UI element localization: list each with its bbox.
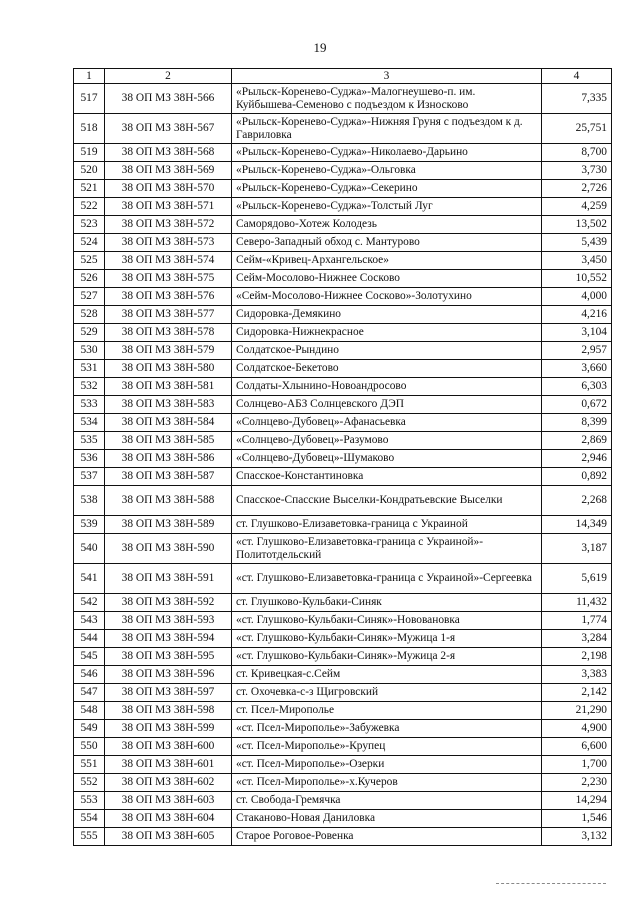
table-row <box>74 810 612 828</box>
road-code-cell: 38 ОП МЗ 38Н-601 <box>105 756 232 774</box>
table-row <box>74 198 612 216</box>
table-row <box>74 252 612 270</box>
table-row <box>74 756 612 774</box>
column-header-name: 3 <box>232 69 542 84</box>
road-name-cell: «Сейм-Мосолово-Нижнее Сосково»-Золотухино <box>232 288 542 306</box>
road-length-cell: 6,600 <box>542 738 612 756</box>
road-code-cell: 38 ОП МЗ 38Н-585 <box>105 432 232 450</box>
table-row <box>74 828 612 846</box>
road-code-cell: 38 ОП МЗ 38Н-605 <box>105 828 232 846</box>
road-code-cell: 38 ОП МЗ 38Н-595 <box>105 648 232 666</box>
road-length-cell: 3,383 <box>542 666 612 684</box>
road-name-cell: «Солнцево-Дубовец»-Шумаково <box>232 450 542 468</box>
row-number-cell: 542 <box>74 594 105 612</box>
table-row <box>74 612 612 630</box>
road-code-cell: 38 ОП МЗ 38Н-586 <box>105 450 232 468</box>
roads-table <box>73 68 612 846</box>
table-row <box>74 450 612 468</box>
table-row <box>74 648 612 666</box>
table-row <box>74 468 612 486</box>
road-name-cell: «ст. Псел-Мирополье»-Крупец <box>232 738 542 756</box>
column-header-length: 4 <box>542 69 612 84</box>
road-length-cell: 4,900 <box>542 720 612 738</box>
road-length-cell: 2,957 <box>542 342 612 360</box>
row-number-cell: 554 <box>74 810 105 828</box>
row-number-cell: 535 <box>74 432 105 450</box>
road-length-cell: 0,672 <box>542 396 612 414</box>
row-number-cell: 539 <box>74 516 105 534</box>
road-length-cell: 2,198 <box>542 648 612 666</box>
row-number-cell: 544 <box>74 630 105 648</box>
road-length-cell: 8,399 <box>542 414 612 432</box>
road-name-cell: «ст. Псел-Мирополье»-Озерки <box>232 756 542 774</box>
road-length-cell: 11,432 <box>542 594 612 612</box>
road-code-cell: 38 ОП МЗ 38Н-568 <box>105 144 232 162</box>
road-code-cell: 38 ОП МЗ 38Н-594 <box>105 630 232 648</box>
row-number-cell: 547 <box>74 684 105 702</box>
row-number-cell: 528 <box>74 306 105 324</box>
table-row <box>74 144 612 162</box>
road-name-cell: «Рыльск-Коренево-Суджа»-Толстый Луг <box>232 198 542 216</box>
road-length-cell: 1,774 <box>542 612 612 630</box>
road-name-cell: Спасское-Спасские Выселки-Кондратьевские Выселки <box>232 486 542 516</box>
row-number-cell: 524 <box>74 234 105 252</box>
road-name-cell: Солнцево-АБЗ Солнцевского ДЭП <box>232 396 542 414</box>
road-name-cell: «ст. Глушково-Елизаветовка-граница с Украиной»-Сергеевка <box>232 564 542 594</box>
road-code-cell: 38 ОП МЗ 38Н-596 <box>105 666 232 684</box>
table-row <box>74 324 612 342</box>
road-name-cell: «Рыльск-Коренево-Суджа»-Нижняя Груня с подъездом к д. Гавриловка <box>232 114 542 144</box>
road-length-cell: 0,892 <box>542 468 612 486</box>
road-length-cell: 3,450 <box>542 252 612 270</box>
road-length-cell: 5,619 <box>542 564 612 594</box>
row-number-cell: 532 <box>74 378 105 396</box>
road-name-cell: «Солнцево-Дубовец»-Разумово <box>232 432 542 450</box>
row-number-cell: 540 <box>74 534 105 564</box>
road-code-cell: 38 ОП МЗ 38Н-589 <box>105 516 232 534</box>
table-row <box>74 378 612 396</box>
road-code-cell: 38 ОП МЗ 38Н-567 <box>105 114 232 144</box>
table-row <box>74 738 612 756</box>
road-length-cell: 3,132 <box>542 828 612 846</box>
road-length-cell: 4,216 <box>542 306 612 324</box>
road-name-cell: «ст. Глушково-Елизаветовка-граница с Украиной»-Политотдельский <box>232 534 542 564</box>
road-length-cell: 3,187 <box>542 534 612 564</box>
table-header-row <box>74 69 612 84</box>
road-length-cell: 3,284 <box>542 630 612 648</box>
road-name-cell: «ст. Глушково-Кульбаки-Синяк»-Мужица 1-я <box>232 630 542 648</box>
road-length-cell: 13,502 <box>542 216 612 234</box>
row-number-cell: 523 <box>74 216 105 234</box>
road-length-cell: 2,142 <box>542 684 612 702</box>
road-code-cell: 38 ОП МЗ 38Н-578 <box>105 324 232 342</box>
road-length-cell: 2,726 <box>542 180 612 198</box>
road-length-cell: 14,294 <box>542 792 612 810</box>
row-number-cell: 527 <box>74 288 105 306</box>
road-length-cell: 1,700 <box>542 756 612 774</box>
row-number-cell: 538 <box>74 486 105 516</box>
table-row <box>74 114 612 144</box>
road-code-cell: 38 ОП МЗ 38Н-588 <box>105 486 232 516</box>
table-row <box>74 720 612 738</box>
road-length-cell: 25,751 <box>542 114 612 144</box>
road-name-cell: «ст. Глушково-Кульбаки-Синяк»-Нововановка <box>232 612 542 630</box>
road-code-cell: 38 ОП МЗ 38Н-576 <box>105 288 232 306</box>
road-code-cell: 38 ОП МЗ 38Н-575 <box>105 270 232 288</box>
road-length-cell: 21,290 <box>542 702 612 720</box>
road-length-cell: 2,946 <box>542 450 612 468</box>
table-row <box>74 342 612 360</box>
road-code-cell: 38 ОП МЗ 38Н-577 <box>105 306 232 324</box>
row-number-cell: 551 <box>74 756 105 774</box>
row-number-cell: 521 <box>74 180 105 198</box>
road-length-cell: 2,268 <box>542 486 612 516</box>
table-row <box>74 396 612 414</box>
road-code-cell: 38 ОП МЗ 38Н-590 <box>105 534 232 564</box>
road-code-cell: 38 ОП МЗ 38Н-584 <box>105 414 232 432</box>
road-name-cell: Солдаты-Хлынино-Новоандросово <box>232 378 542 396</box>
row-number-cell: 519 <box>74 144 105 162</box>
road-code-cell: 38 ОП МЗ 38Н-591 <box>105 564 232 594</box>
road-name-cell: Саморядово-Хотеж Колодезь <box>232 216 542 234</box>
table-row <box>74 774 612 792</box>
road-length-cell: 8,700 <box>542 144 612 162</box>
row-number-cell: 553 <box>74 792 105 810</box>
road-length-cell: 6,303 <box>542 378 612 396</box>
table-row <box>74 516 612 534</box>
road-name-cell: «Рыльск-Коренево-Суджа»-Николаево-Дарьино <box>232 144 542 162</box>
row-number-cell: 545 <box>74 648 105 666</box>
table-row <box>74 84 612 114</box>
road-code-cell: 38 ОП МЗ 38Н-602 <box>105 774 232 792</box>
road-code-cell: 38 ОП МЗ 38Н-572 <box>105 216 232 234</box>
road-name-cell: ст. Свобода-Гремячка <box>232 792 542 810</box>
row-number-cell: 526 <box>74 270 105 288</box>
row-number-cell: 549 <box>74 720 105 738</box>
road-code-cell: 38 ОП МЗ 38Н-570 <box>105 180 232 198</box>
road-code-cell: 38 ОП МЗ 38Н-593 <box>105 612 232 630</box>
row-number-cell: 533 <box>74 396 105 414</box>
road-name-cell: «ст. Псел-Мирополье»-Забужевка <box>232 720 542 738</box>
table-row <box>74 684 612 702</box>
row-number-cell: 552 <box>74 774 105 792</box>
road-code-cell: 38 ОП МЗ 38Н-566 <box>105 84 232 114</box>
column-header-number: 1 <box>74 69 105 84</box>
table-row <box>74 360 612 378</box>
row-number-cell: 520 <box>74 162 105 180</box>
table-row <box>74 414 612 432</box>
road-length-cell: 2,230 <box>542 774 612 792</box>
row-number-cell: 522 <box>74 198 105 216</box>
row-number-cell: 529 <box>74 324 105 342</box>
table-row <box>74 288 612 306</box>
road-code-cell: 38 ОП МЗ 38Н-597 <box>105 684 232 702</box>
road-name-cell: ст. Глушково-Кульбаки-Синяк <box>232 594 542 612</box>
road-code-cell: 38 ОП МЗ 38Н-583 <box>105 396 232 414</box>
table-row <box>74 162 612 180</box>
row-number-cell: 537 <box>74 468 105 486</box>
road-name-cell: Северо-Западный обход с. Мантурово <box>232 234 542 252</box>
road-length-cell: 10,552 <box>542 270 612 288</box>
road-name-cell: «Рыльск-Коренево-Суджа»-Секерино <box>232 180 542 198</box>
road-name-cell: «Рыльск-Коренево-Суджа»-Ольговка <box>232 162 542 180</box>
row-number-cell: 543 <box>74 612 105 630</box>
road-length-cell: 4,000 <box>542 288 612 306</box>
row-number-cell: 550 <box>74 738 105 756</box>
table-row <box>74 564 612 594</box>
road-code-cell: 38 ОП МЗ 38Н-604 <box>105 810 232 828</box>
road-length-cell: 5,439 <box>542 234 612 252</box>
table-row <box>74 270 612 288</box>
table-row <box>74 180 612 198</box>
row-number-cell: 534 <box>74 414 105 432</box>
road-name-cell: Старое Роговое-Ровенка <box>232 828 542 846</box>
road-code-cell: 38 ОП МЗ 38Н-569 <box>105 162 232 180</box>
road-code-cell: 38 ОП МЗ 38Н-571 <box>105 198 232 216</box>
road-name-cell: Сидоровка-Демякино <box>232 306 542 324</box>
road-name-cell: ст. Кривецкая-с.Сейм <box>232 666 542 684</box>
table-row <box>74 792 612 810</box>
table-row <box>74 666 612 684</box>
road-length-cell: 4,259 <box>542 198 612 216</box>
road-code-cell: 38 ОП МЗ 38Н-592 <box>105 594 232 612</box>
row-number-cell: 517 <box>74 84 105 114</box>
row-number-cell: 536 <box>74 450 105 468</box>
road-code-cell: 38 ОП МЗ 38Н-603 <box>105 792 232 810</box>
row-number-cell: 546 <box>74 666 105 684</box>
table-row <box>74 486 612 516</box>
table-row <box>74 306 612 324</box>
road-code-cell: 38 ОП МЗ 38Н-600 <box>105 738 232 756</box>
road-code-cell: 38 ОП МЗ 38Н-573 <box>105 234 232 252</box>
row-number-cell: 548 <box>74 702 105 720</box>
road-length-cell: 3,104 <box>542 324 612 342</box>
row-number-cell: 518 <box>74 114 105 144</box>
road-name-cell: ст. Глушково-Елизаветовка-граница с Украиной <box>232 516 542 534</box>
road-length-cell: 1,546 <box>542 810 612 828</box>
table-row <box>74 702 612 720</box>
footer-dashed-line <box>496 883 606 884</box>
road-name-cell: Спасское-Константиновка <box>232 468 542 486</box>
road-code-cell: 38 ОП МЗ 38Н-580 <box>105 360 232 378</box>
road-code-cell: 38 ОП МЗ 38Н-574 <box>105 252 232 270</box>
row-number-cell: 541 <box>74 564 105 594</box>
road-length-cell: 14,349 <box>542 516 612 534</box>
road-code-cell: 38 ОП МЗ 38Н-599 <box>105 720 232 738</box>
road-name-cell: Сидоровка-Нижнекрасное <box>232 324 542 342</box>
road-name-cell: «Солнцево-Дубовец»-Афанасьевка <box>232 414 542 432</box>
road-name-cell: «Рыльск-Коренево-Суджа»-Малогнеушево-п. им. Куйбышева-Семеново с подъездом к Износково <box>232 84 542 114</box>
road-name-cell: «ст. Глушково-Кульбаки-Синяк»-Мужица 2-я <box>232 648 542 666</box>
road-name-cell: Стаканово-Новая Даниловка <box>232 810 542 828</box>
table-row <box>74 630 612 648</box>
row-number-cell: 525 <box>74 252 105 270</box>
road-name-cell: Сейм-Мосолово-Нижнее Сосково <box>232 270 542 288</box>
road-code-cell: 38 ОП МЗ 38Н-581 <box>105 378 232 396</box>
road-name-cell: Солдатское-Бекетово <box>232 360 542 378</box>
road-code-cell: 38 ОП МЗ 38Н-598 <box>105 702 232 720</box>
table-row <box>74 234 612 252</box>
road-code-cell: 38 ОП МЗ 38Н-587 <box>105 468 232 486</box>
row-number-cell: 555 <box>74 828 105 846</box>
road-name-cell: Солдатское-Рындино <box>232 342 542 360</box>
road-name-cell: ст. Псел-Мирополье <box>232 702 542 720</box>
road-name-cell: «ст. Псел-Мирополье»-х.Кучеров <box>232 774 542 792</box>
road-length-cell: 3,730 <box>542 162 612 180</box>
road-length-cell: 7,335 <box>542 84 612 114</box>
table-row <box>74 216 612 234</box>
road-length-cell: 3,660 <box>542 360 612 378</box>
page-number: 19 <box>313 40 327 55</box>
row-number-cell: 530 <box>74 342 105 360</box>
road-code-cell: 38 ОП МЗ 38Н-579 <box>105 342 232 360</box>
road-name-cell: Сейм-«Кривец-Архангельское» <box>232 252 542 270</box>
table-row <box>74 432 612 450</box>
road-name-cell: ст. Охочевка-с-з Щигровский <box>232 684 542 702</box>
table-row <box>74 594 612 612</box>
table-row <box>74 534 612 564</box>
column-header-code: 2 <box>105 69 232 84</box>
row-number-cell: 531 <box>74 360 105 378</box>
table-body <box>74 84 612 846</box>
road-length-cell: 2,869 <box>542 432 612 450</box>
